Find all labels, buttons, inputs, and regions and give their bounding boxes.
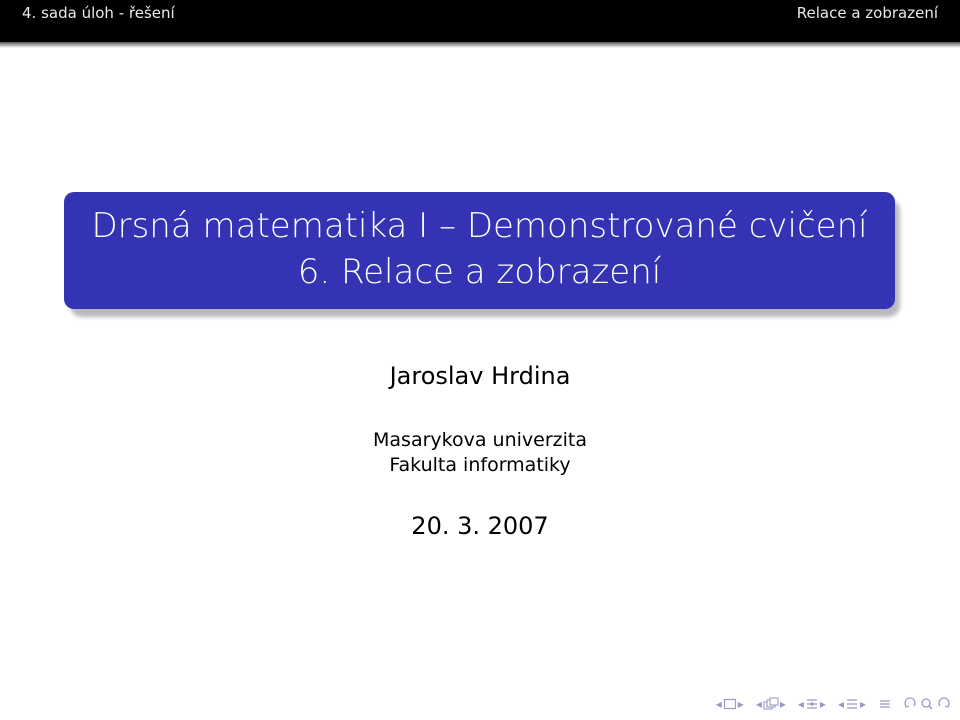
arrow-left-icon[interactable]: ◂ — [797, 697, 804, 711]
arrow-right-icon[interactable]: ▸ — [779, 697, 786, 711]
arrow-left-icon[interactable]: ◂ — [755, 697, 762, 711]
nav-section-group — [838, 697, 866, 711]
presentation-subtitle: 6. Relace a zobrazení — [297, 252, 662, 292]
institute-faculty: Fakulta informatiky — [389, 454, 571, 476]
frame-icon[interactable] — [763, 697, 779, 711]
author: Jaroslav Hrdina — [389, 362, 571, 390]
nav-slide-group — [716, 697, 744, 711]
slide-icon[interactable] — [723, 698, 737, 710]
title-block — [64, 192, 895, 309]
header-section-title: 4. sada úloh - řešení — [22, 4, 175, 22]
subsection-icon[interactable] — [805, 697, 819, 711]
section-icon[interactable] — [845, 697, 859, 711]
institute — [0, 428, 960, 478]
nav-subsection-group — [798, 697, 826, 711]
arrow-left-icon[interactable]: ◂ — [715, 697, 722, 711]
header-subsection-title: Relace a zobrazení — [796, 4, 938, 22]
arrow-right-icon[interactable]: ▸ — [737, 697, 744, 711]
date: 20. 3. 2007 — [411, 512, 549, 540]
presentation-title: Drsná matematika I – Demonstrované cvičení — [91, 206, 868, 246]
navigation-bar — [706, 696, 950, 712]
header-shadow — [0, 42, 960, 48]
nav-align-group — [878, 697, 892, 711]
arrow-right-icon[interactable]: ▸ — [859, 697, 866, 711]
nav-search-group — [904, 697, 950, 711]
nav-frame-group — [756, 697, 786, 711]
arrow-right-icon[interactable]: ▸ — [819, 697, 826, 711]
institute-university: Masarykova univerzita — [373, 429, 587, 451]
search-undo-icon[interactable] — [904, 697, 950, 711]
align-icon[interactable] — [878, 697, 892, 711]
header-bar — [0, 0, 960, 42]
arrow-left-icon[interactable]: ◂ — [837, 697, 844, 711]
